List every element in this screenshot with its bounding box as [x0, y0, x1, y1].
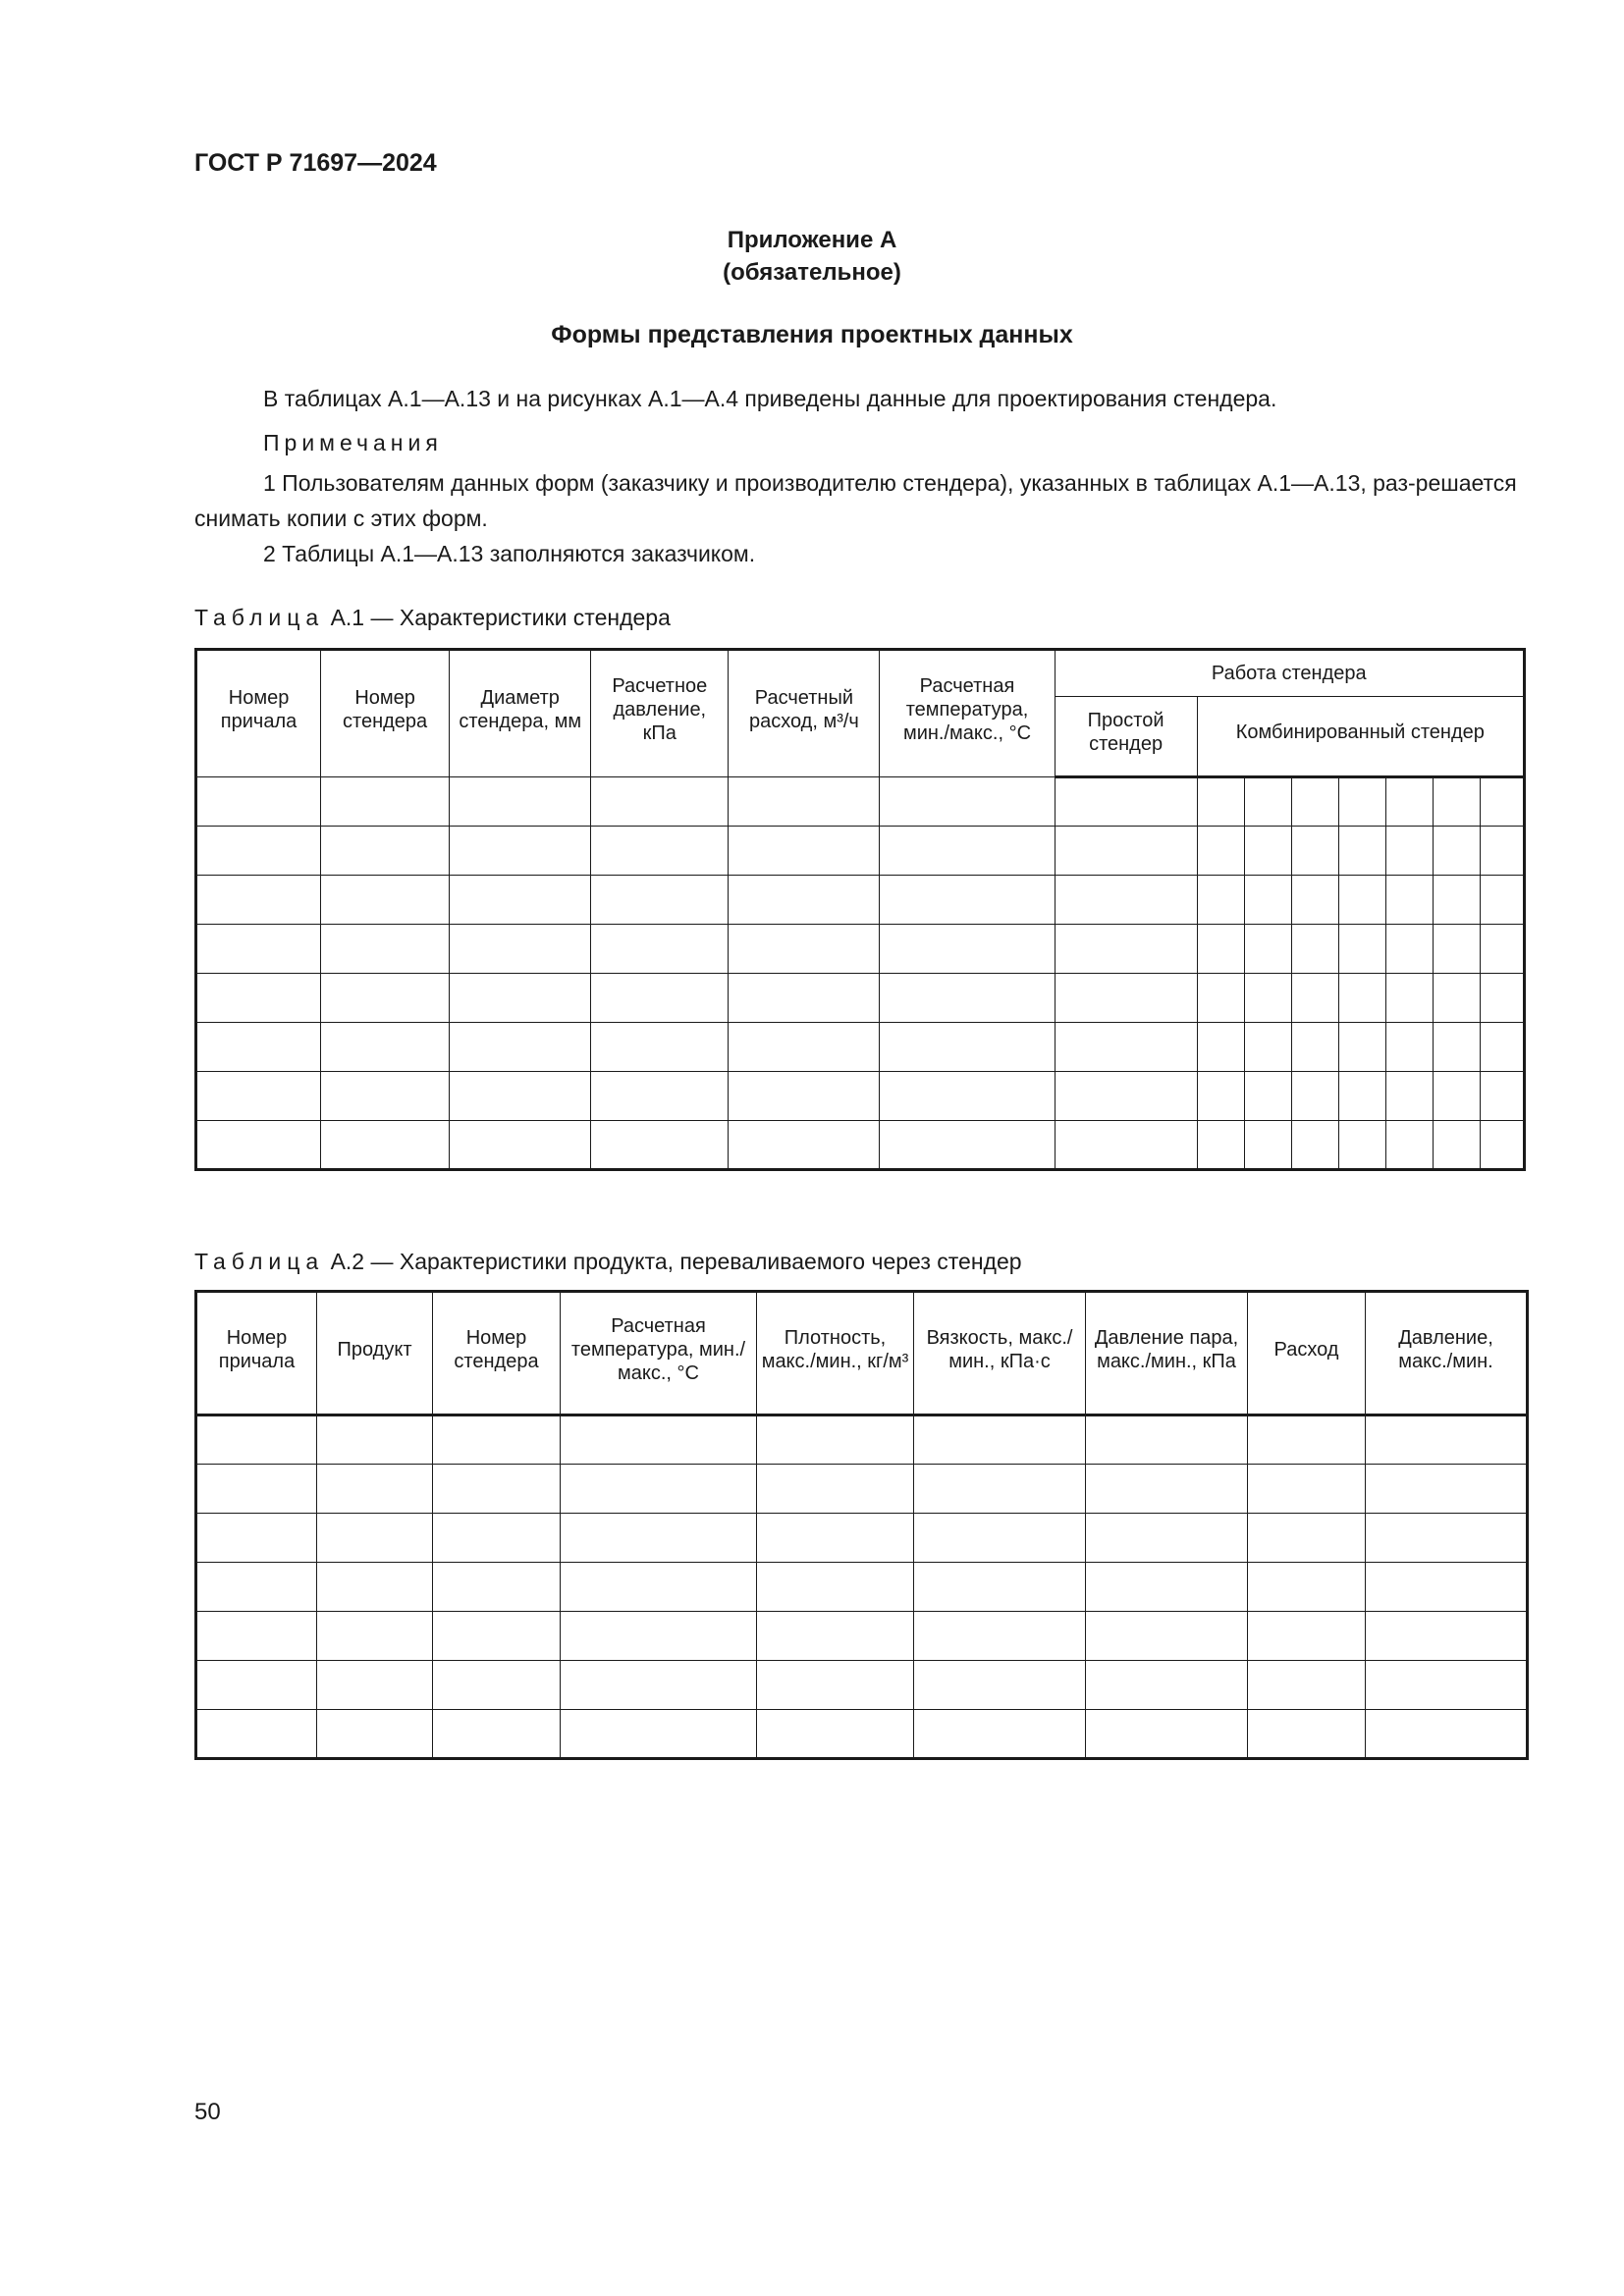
document-code: ГОСТ Р 71697—2024	[194, 149, 437, 177]
table-cell[interactable]	[561, 1563, 757, 1612]
table-cell[interactable]	[321, 876, 450, 925]
table-cell[interactable]	[1338, 827, 1385, 876]
table-cell[interactable]	[1433, 974, 1480, 1023]
table-cell[interactable]	[433, 1612, 561, 1661]
table1-caption-label: Таблица	[194, 605, 325, 630]
table-cell[interactable]	[450, 876, 591, 925]
table-cell[interactable]	[1086, 1612, 1248, 1661]
table2-caption-label: Таблица	[194, 1249, 325, 1274]
table-cell[interactable]	[433, 1415, 561, 1465]
table-cell[interactable]	[317, 1563, 433, 1612]
table-cell[interactable]	[729, 777, 880, 827]
table2-header-cell: Продукт	[317, 1292, 433, 1415]
table-cell[interactable]	[1244, 925, 1291, 974]
table-row	[196, 1710, 1528, 1759]
table2-header-cell: Номер причала	[196, 1292, 317, 1415]
table-cell[interactable]	[1291, 1121, 1338, 1170]
table-cell[interactable]	[196, 827, 321, 876]
header-combined-stender: Комбинированный стендер	[1197, 697, 1524, 777]
table2-header-cell: Давление пара, макс./мин., кПа	[1086, 1292, 1248, 1415]
table-row	[196, 1072, 1525, 1121]
table-cell[interactable]	[757, 1465, 914, 1514]
table-row	[196, 1514, 1528, 1563]
table-cell[interactable]	[1086, 1514, 1248, 1563]
table-row	[196, 974, 1525, 1023]
table-cell[interactable]	[1385, 876, 1433, 925]
table-cell[interactable]	[757, 1514, 914, 1563]
table-cell[interactable]	[196, 1514, 317, 1563]
table-cell[interactable]	[1291, 777, 1338, 827]
table-cell[interactable]	[1385, 925, 1433, 974]
table-cell[interactable]	[1338, 974, 1385, 1023]
table2-header-cell: Расчетная температура, мин./макс., °С	[561, 1292, 757, 1415]
table2-header-cell: Расход	[1248, 1292, 1366, 1415]
table-cell[interactable]	[450, 827, 591, 876]
table-cell[interactable]	[1366, 1710, 1528, 1759]
table-row	[196, 777, 1525, 827]
table-cell[interactable]	[1366, 1612, 1528, 1661]
table-cell[interactable]	[1480, 925, 1524, 974]
table-cell[interactable]	[1244, 777, 1291, 827]
table-cell[interactable]	[729, 1121, 880, 1170]
table-cell[interactable]	[1248, 1612, 1366, 1661]
table-cell[interactable]	[729, 876, 880, 925]
table-cell[interactable]	[433, 1661, 561, 1710]
table-cell[interactable]	[196, 1121, 321, 1170]
table-cell[interactable]	[729, 1072, 880, 1121]
table-product-characteristics	[194, 1290, 1529, 1760]
table-cell[interactable]	[914, 1415, 1086, 1465]
table-cell[interactable]	[196, 1415, 317, 1465]
table-cell[interactable]	[317, 1514, 433, 1563]
table-cell[interactable]	[450, 1121, 591, 1170]
table2-header-cell: Вязкость, макс./мин., кПа·с	[914, 1292, 1086, 1415]
table-cell[interactable]	[1197, 777, 1244, 827]
table-cell[interactable]	[317, 1465, 433, 1514]
table-cell[interactable]	[317, 1612, 433, 1661]
table-cell[interactable]	[1385, 1121, 1433, 1170]
table2-header-cell: Плотность, макс./мин., кг/м³	[757, 1292, 914, 1415]
table-cell[interactable]	[914, 1612, 1086, 1661]
table-cell[interactable]	[1055, 925, 1197, 974]
table-cell[interactable]	[433, 1465, 561, 1514]
table-cell[interactable]	[433, 1563, 561, 1612]
table-cell[interactable]	[591, 777, 729, 827]
table-cell[interactable]	[1338, 1121, 1385, 1170]
table-cell[interactable]	[1480, 1121, 1524, 1170]
table-cell[interactable]	[880, 1121, 1055, 1170]
table-cell[interactable]	[561, 1661, 757, 1710]
table-cell[interactable]	[880, 777, 1055, 827]
header-diameter: Диаметр стендера, мм	[450, 650, 591, 777]
table-cell[interactable]	[321, 1023, 450, 1072]
table-row	[196, 1121, 1525, 1170]
table-cell[interactable]	[450, 925, 591, 974]
table-cell[interactable]	[1197, 974, 1244, 1023]
table-cell[interactable]	[1055, 974, 1197, 1023]
table-cell[interactable]	[1433, 876, 1480, 925]
table-cell[interactable]	[1055, 777, 1197, 827]
table-cell[interactable]	[880, 925, 1055, 974]
table-cell[interactable]	[561, 1465, 757, 1514]
appendix-status: (обязательное)	[723, 259, 901, 286]
table-cell[interactable]	[914, 1514, 1086, 1563]
table-cell[interactable]	[196, 777, 321, 827]
table-cell[interactable]	[561, 1710, 757, 1759]
table-cell[interactable]	[1244, 827, 1291, 876]
table-cell[interactable]	[1433, 925, 1480, 974]
table-cell[interactable]	[1086, 1710, 1248, 1759]
note-1: 1 Пользователям данных форм (заказчику и производителю стендера), указанных в таблицах А.1—А.13, раз-решается снимать копии с этих форм.	[194, 470, 1517, 531]
table-cell[interactable]	[450, 974, 591, 1023]
table-cell[interactable]	[591, 827, 729, 876]
table-cell[interactable]	[321, 1072, 450, 1121]
appendix-heading: Формы представления проектных данных	[551, 321, 1073, 348]
table-cell[interactable]	[1433, 1072, 1480, 1121]
table-cell[interactable]	[317, 1710, 433, 1759]
table-cell[interactable]	[757, 1563, 914, 1612]
table-cell[interactable]	[1480, 1023, 1524, 1072]
table-cell[interactable]	[1055, 1023, 1197, 1072]
table-cell[interactable]	[1338, 1072, 1385, 1121]
table-cell[interactable]	[196, 1465, 317, 1514]
table1-caption-text: А.1 — Характеристики стендера	[330, 605, 671, 630]
table-cell[interactable]	[757, 1612, 914, 1661]
table-cell[interactable]	[196, 1023, 321, 1072]
table-cell[interactable]	[196, 1612, 317, 1661]
table-cell[interactable]	[591, 1072, 729, 1121]
table2-caption	[194, 1249, 1022, 1275]
table-cell[interactable]	[1248, 1661, 1366, 1710]
table-cell[interactable]	[1366, 1563, 1528, 1612]
table-cell[interactable]	[196, 876, 321, 925]
table-cell[interactable]	[591, 974, 729, 1023]
table-stender-characteristics	[194, 648, 1526, 1171]
table-cell[interactable]	[1291, 827, 1338, 876]
table-cell[interactable]	[757, 1661, 914, 1710]
header-stender-number: Номер стендера	[321, 650, 450, 777]
table-row	[196, 1563, 1528, 1612]
table-cell[interactable]	[1197, 1121, 1244, 1170]
table-cell[interactable]	[1433, 777, 1480, 827]
page-number: 50	[194, 2099, 221, 2125]
table-cell[interactable]	[196, 1563, 317, 1612]
table-cell[interactable]	[880, 1023, 1055, 1072]
table-cell[interactable]	[321, 974, 450, 1023]
table-cell[interactable]	[1055, 1072, 1197, 1121]
header-design-flow: Расчетный расход, м³/ч	[729, 650, 880, 777]
notes-label: Примечания	[263, 430, 443, 455]
table-cell[interactable]	[196, 1661, 317, 1710]
table-cell[interactable]	[1244, 974, 1291, 1023]
table-cell[interactable]	[1366, 1661, 1528, 1710]
table-cell[interactable]	[729, 974, 880, 1023]
table-cell[interactable]	[1385, 777, 1433, 827]
table-cell[interactable]	[914, 1661, 1086, 1710]
table-cell[interactable]	[196, 974, 321, 1023]
table-cell[interactable]	[321, 1121, 450, 1170]
table-cell[interactable]	[880, 876, 1055, 925]
table-cell[interactable]	[196, 1072, 321, 1121]
table-cell[interactable]	[1480, 974, 1524, 1023]
table-cell[interactable]	[1248, 1514, 1366, 1563]
table-cell[interactable]	[1244, 1121, 1291, 1170]
table-cell[interactable]	[1197, 876, 1244, 925]
table-cell[interactable]	[321, 777, 450, 827]
table-cell[interactable]	[321, 827, 450, 876]
table-cell[interactable]	[450, 1023, 591, 1072]
table-cell[interactable]	[321, 925, 450, 974]
table2-header-cell: Давление, макс./мин.	[1366, 1292, 1528, 1415]
table-cell[interactable]	[1055, 827, 1197, 876]
table-cell[interactable]	[591, 876, 729, 925]
table-cell[interactable]	[1291, 1072, 1338, 1121]
table-cell[interactable]	[196, 1710, 317, 1759]
table-cell[interactable]	[561, 1514, 757, 1563]
header-berth-number: Номер причала	[196, 650, 321, 777]
table-cell[interactable]	[1086, 1563, 1248, 1612]
table-cell[interactable]	[1055, 1121, 1197, 1170]
table-cell[interactable]	[591, 1023, 729, 1072]
table-cell[interactable]	[880, 827, 1055, 876]
table-cell[interactable]	[317, 1661, 433, 1710]
header-design-pressure: Расчетное давление, кПа	[591, 650, 729, 777]
header-stender-operation: Работа стендера	[1055, 650, 1524, 697]
table-cell[interactable]	[1055, 876, 1197, 925]
table-cell[interactable]	[1366, 1465, 1528, 1514]
table-cell[interactable]	[914, 1563, 1086, 1612]
table-cell[interactable]	[1366, 1415, 1528, 1465]
table-cell[interactable]	[1197, 827, 1244, 876]
table1-caption	[194, 605, 671, 631]
header-simple-stender: Простой стендер	[1055, 697, 1197, 777]
table-cell[interactable]	[1244, 1072, 1291, 1121]
table-cell[interactable]	[1291, 1023, 1338, 1072]
note-2: 2 Таблицы А.1—А.13 заполняются заказчиком.	[263, 541, 756, 566]
table-cell[interactable]	[1433, 1023, 1480, 1072]
table-cell[interactable]	[1433, 827, 1480, 876]
table-row	[196, 876, 1525, 925]
table-cell[interactable]	[1197, 925, 1244, 974]
table-cell[interactable]	[1338, 1023, 1385, 1072]
table-cell[interactable]	[450, 777, 591, 827]
table-cell[interactable]	[1480, 1072, 1524, 1121]
table-row	[196, 1465, 1528, 1514]
table-cell[interactable]	[1086, 1661, 1248, 1710]
table-cell[interactable]	[1366, 1514, 1528, 1563]
table-cell[interactable]	[1338, 777, 1385, 827]
table-row	[196, 1415, 1528, 1465]
table2-caption-text: А.2 — Характеристики продукта, переваливаемого через стендер	[330, 1249, 1022, 1274]
table-cell[interactable]	[1385, 827, 1433, 876]
appendix-title: Приложение А	[727, 227, 897, 253]
table-cell[interactable]	[1480, 827, 1524, 876]
table-cell[interactable]	[1244, 876, 1291, 925]
table-cell[interactable]	[1248, 1710, 1366, 1759]
table-cell[interactable]	[433, 1710, 561, 1759]
table-cell[interactable]	[196, 925, 321, 974]
intro-paragraph: В таблицах А.1—А.13 и на рисунках А.1—А.4 приведены данные для проектирования стендера.	[263, 386, 1277, 411]
table-cell[interactable]	[1291, 876, 1338, 925]
table-cell[interactable]	[914, 1465, 1086, 1514]
table-cell[interactable]	[729, 827, 880, 876]
table-cell[interactable]	[1338, 925, 1385, 974]
table-cell[interactable]	[1433, 1121, 1480, 1170]
table-cell[interactable]	[561, 1415, 757, 1465]
table-cell[interactable]	[1244, 1023, 1291, 1072]
table-cell[interactable]	[1291, 925, 1338, 974]
table-cell[interactable]	[561, 1612, 757, 1661]
table-cell[interactable]	[1338, 876, 1385, 925]
table-cell[interactable]	[1086, 1415, 1248, 1465]
table-cell[interactable]	[591, 1121, 729, 1170]
table-cell[interactable]	[1291, 974, 1338, 1023]
table-cell[interactable]	[1197, 1023, 1244, 1072]
table-row	[196, 1612, 1528, 1661]
table-cell[interactable]	[1248, 1415, 1366, 1465]
table-cell[interactable]	[1086, 1465, 1248, 1514]
table-cell[interactable]	[450, 1072, 591, 1121]
table-cell[interactable]	[1248, 1563, 1366, 1612]
table-row	[196, 1661, 1528, 1710]
table2-header-cell: Номер стендера	[433, 1292, 561, 1415]
table-row	[196, 925, 1525, 974]
table-row	[196, 1023, 1525, 1072]
table-cell[interactable]	[880, 974, 1055, 1023]
table-cell[interactable]	[317, 1415, 433, 1465]
header-design-temperature: Расчетная температура, мин./макс., °С	[880, 650, 1055, 777]
table-cell[interactable]	[1248, 1465, 1366, 1514]
table-cell[interactable]	[1385, 1023, 1433, 1072]
table-cell[interactable]	[433, 1514, 561, 1563]
table-cell[interactable]	[880, 1072, 1055, 1121]
table-row	[196, 827, 1525, 876]
table-cell[interactable]	[729, 925, 880, 974]
table-cell[interactable]	[1480, 876, 1524, 925]
table-cell[interactable]	[729, 1023, 880, 1072]
table-cell[interactable]	[1385, 1072, 1433, 1121]
table-cell[interactable]	[591, 925, 729, 974]
table-cell[interactable]	[1197, 1072, 1244, 1121]
table-cell[interactable]	[757, 1415, 914, 1465]
table-cell[interactable]	[1385, 974, 1433, 1023]
table-cell[interactable]	[914, 1710, 1086, 1759]
table-cell[interactable]	[757, 1710, 914, 1759]
table-cell[interactable]	[1480, 777, 1524, 827]
